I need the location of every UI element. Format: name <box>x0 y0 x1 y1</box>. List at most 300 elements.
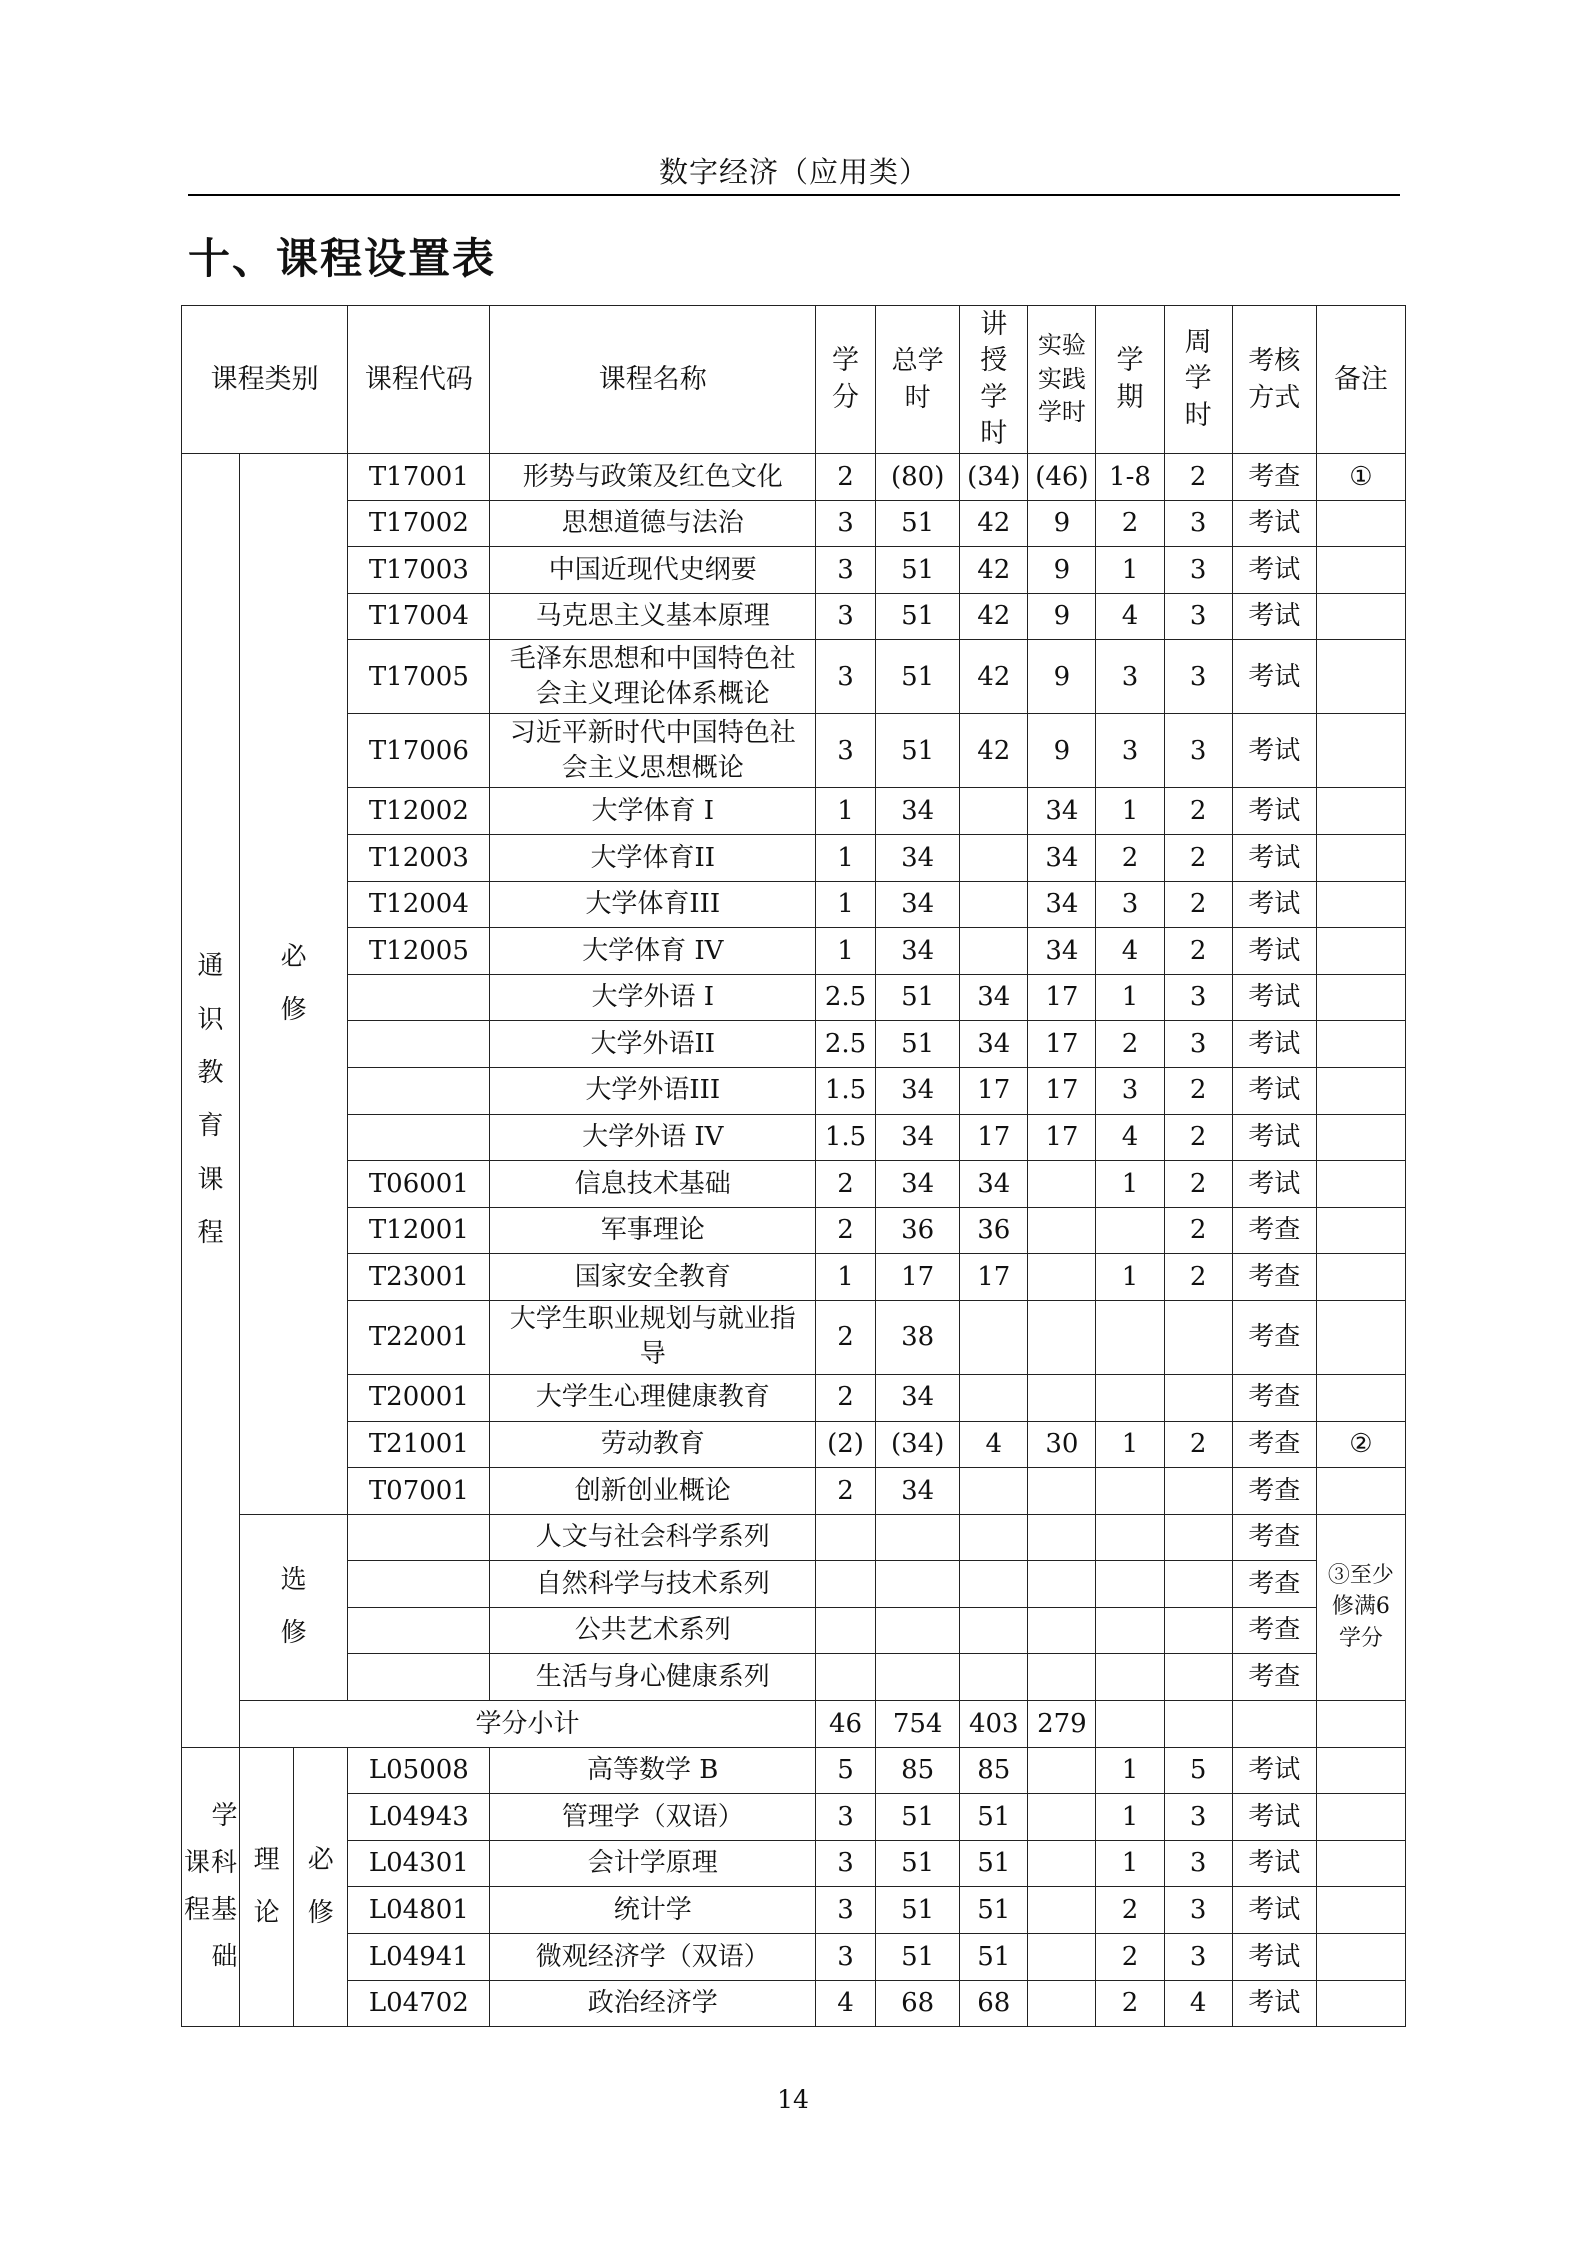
weekly-hours-cell: 2 <box>1164 1161 1232 1208</box>
credits-cell: 3 <box>816 547 876 594</box>
table-row <box>182 1887 1406 1934</box>
total-hours-cell: 34 <box>876 881 960 928</box>
lecture-hours-cell: 34 <box>960 974 1028 1021</box>
credits-cell: 2 <box>816 1300 876 1374</box>
practice-hours-cell <box>1028 1254 1096 1301</box>
credits-cell: (2) <box>816 1421 876 1468</box>
theory-label-text: 理论 <box>253 1844 280 1928</box>
course-name-cell: 形势与政策及红色文化 <box>490 454 816 501</box>
course-name-cell <box>490 714 816 788</box>
assessment-cell: 考查 <box>1232 1607 1316 1654</box>
credits-cell: 1 <box>816 1254 876 1301</box>
semester-cell: 1 <box>1096 1254 1164 1301</box>
weekly-hours-cell: 2 <box>1164 881 1232 928</box>
course-code-cell: T17004 <box>348 593 490 640</box>
header-name: 课程名称 <box>490 306 816 454</box>
category-char: 科 <box>211 1848 238 1879</box>
assessment-cell: 考试 <box>1232 714 1316 788</box>
semester-cell: 4 <box>1096 1114 1164 1161</box>
weekly-hours-cell: 2 <box>1164 1207 1232 1254</box>
header-code: 课程代码 <box>348 306 490 454</box>
credits-cell: 5 <box>816 1747 876 1794</box>
remark-cell <box>1316 834 1405 881</box>
header-category: 课程类别 <box>182 306 348 454</box>
practice-hours-cell: 30 <box>1028 1421 1096 1468</box>
course-name-cell: 大学生心理健康教育 <box>490 1374 816 1421</box>
table-row <box>182 1254 1406 1301</box>
assessment-cell: 考试 <box>1232 881 1316 928</box>
total-hours-cell: 51 <box>876 1934 960 1981</box>
practice-hours-cell: 34 <box>1028 788 1096 835</box>
course-name-cell: 会计学原理 <box>490 1840 816 1887</box>
practice-hours-cell <box>1028 1300 1096 1374</box>
subtotal-row <box>182 1701 1406 1748</box>
practice-hours-cell: 9 <box>1028 593 1096 640</box>
total-hours-cell: 51 <box>876 500 960 547</box>
course-name-text: 大学生职业规划与就业指导 <box>509 1304 796 1370</box>
credits-cell: 3 <box>816 593 876 640</box>
lecture-hours-cell <box>960 1468 1028 1515</box>
lecture-hours-cell <box>960 881 1028 928</box>
empty-cell <box>1164 1514 1232 1561</box>
category-char: 基 <box>211 1894 238 1925</box>
category-general <box>182 454 240 1748</box>
course-name-cell: 大学体育 I <box>490 788 816 835</box>
table-row <box>182 454 1406 501</box>
empty-cell <box>1232 1701 1316 1748</box>
course-code-cell <box>348 1514 490 1561</box>
practice-hours-cell <box>1028 1794 1096 1841</box>
course-code-cell: T17001 <box>348 454 490 501</box>
lecture-hours-cell: 42 <box>960 640 1028 714</box>
section-title: 十、课程设置表 <box>188 234 497 283</box>
course-code-cell: L04702 <box>348 1980 490 2027</box>
credits-cell: 1 <box>816 788 876 835</box>
total-hours-cell: (80) <box>876 454 960 501</box>
assessment-cell: 考试 <box>1232 974 1316 1021</box>
semester-cell: 2 <box>1096 1887 1164 1934</box>
semester-cell: 1-8 <box>1096 454 1164 501</box>
assessment-cell: 考查 <box>1232 454 1316 501</box>
discipline-required-text: 必修 <box>307 1844 334 1928</box>
remark-cell <box>1316 1747 1405 1794</box>
header-assessment: 考核方式 <box>1232 306 1316 454</box>
empty-cell <box>816 1654 876 1701</box>
table-row <box>182 1421 1406 1468</box>
total-hours-cell: 68 <box>876 1980 960 2027</box>
table-row <box>182 1114 1406 1161</box>
empty-cell <box>1164 1654 1232 1701</box>
empty-cell <box>1316 1701 1405 1748</box>
semester-cell: 2 <box>1096 1021 1164 1068</box>
header-semester: 学期 <box>1096 306 1164 454</box>
course-name-cell: 大学体育 IV <box>490 928 816 975</box>
credits-cell: 3 <box>816 1887 876 1934</box>
course-name-text: 毛泽东思想和中国特色社会主义理论体系概论 <box>509 643 796 709</box>
header-lecture-hours: 讲授学时 <box>960 306 1028 454</box>
elective-remark-text: ③至少修满6学分 <box>1327 1562 1394 1652</box>
remark-cell <box>1316 1021 1405 1068</box>
course-name-cell: 高等数学 B <box>490 1747 816 1794</box>
lecture-hours-cell: 42 <box>960 547 1028 594</box>
assessment-cell: 考试 <box>1232 593 1316 640</box>
practice-hours-cell: 17 <box>1028 1114 1096 1161</box>
category-discipline-label <box>184 1793 238 1980</box>
remark-cell <box>1316 1374 1405 1421</box>
table-row <box>182 500 1406 547</box>
category-general-label: 通识教育课程 <box>197 951 224 1248</box>
running-header: 数字经济（应用类） <box>658 155 929 189</box>
table-row <box>182 974 1406 1021</box>
remark-cell: ② <box>1316 1421 1405 1468</box>
subtotal-practice-hours: 279 <box>1028 1701 1096 1748</box>
table-row <box>182 1468 1406 1515</box>
credits-cell: 3 <box>816 714 876 788</box>
practice-hours-cell <box>1028 1207 1096 1254</box>
weekly-hours-cell: 3 <box>1164 714 1232 788</box>
course-code-cell: T22001 <box>348 1300 490 1374</box>
lecture-hours-cell: 51 <box>960 1794 1028 1841</box>
practice-hours-cell <box>1028 1374 1096 1421</box>
semester-cell: 1 <box>1096 1161 1164 1208</box>
course-code-cell <box>348 1654 490 1701</box>
course-code-cell: T12001 <box>348 1207 490 1254</box>
course-name-cell: 军事理论 <box>490 1207 816 1254</box>
page-number: 14 <box>777 2085 809 2114</box>
course-name-cell: 中国近现代史纲要 <box>490 547 816 594</box>
semester-cell: 4 <box>1096 593 1164 640</box>
lecture-hours-cell: (34) <box>960 454 1028 501</box>
course-code-cell: L04941 <box>348 1934 490 1981</box>
practice-hours-cell: 9 <box>1028 547 1096 594</box>
lecture-hours-cell: 51 <box>960 1934 1028 1981</box>
semester-cell: 2 <box>1096 500 1164 547</box>
credits-cell: 2 <box>816 1161 876 1208</box>
course-name-cell: 思想道德与法治 <box>490 500 816 547</box>
lecture-hours-cell: 85 <box>960 1747 1028 1794</box>
header-total-hours: 总学时 <box>876 306 960 454</box>
category-char: 学 <box>211 1801 238 1832</box>
course-code-cell: T17002 <box>348 500 490 547</box>
remark-cell <box>1316 1254 1405 1301</box>
remark-cell: ① <box>1316 454 1405 501</box>
course-name-cell: 大学外语 IV <box>490 1114 816 1161</box>
course-code-cell: L04301 <box>348 1840 490 1887</box>
semester-cell: 3 <box>1096 714 1164 788</box>
total-hours-cell: 34 <box>876 928 960 975</box>
assessment-cell: 考查 <box>1232 1654 1316 1701</box>
semester-cell: 2 <box>1096 1980 1164 2027</box>
subtotal-total-hours: 754 <box>876 1701 960 1748</box>
discipline-required-label <box>294 1747 348 2027</box>
weekly-hours-cell: 2 <box>1164 454 1232 501</box>
empty-cell <box>1028 1654 1096 1701</box>
practice-hours-cell <box>1028 1887 1096 1934</box>
remark-cell <box>1316 1067 1405 1114</box>
practice-hours-cell: 34 <box>1028 881 1096 928</box>
empty-cell <box>816 1561 876 1608</box>
table-row <box>182 714 1406 788</box>
category-char: 础 <box>211 1941 238 1972</box>
course-code-cell: T17003 <box>348 547 490 594</box>
semester-cell <box>1096 1468 1164 1515</box>
total-hours-cell: 34 <box>876 1067 960 1114</box>
table-row <box>182 1207 1406 1254</box>
course-code-cell <box>348 974 490 1021</box>
semester-cell: 1 <box>1096 1747 1164 1794</box>
total-hours-cell: 38 <box>876 1300 960 1374</box>
semester-cell <box>1096 1207 1164 1254</box>
assessment-cell: 考查 <box>1232 1421 1316 1468</box>
course-code-cell: T12003 <box>348 834 490 881</box>
table-row <box>182 1021 1406 1068</box>
practice-hours-cell: (46) <box>1028 454 1096 501</box>
assessment-cell: 考试 <box>1232 834 1316 881</box>
course-code-cell <box>348 1561 490 1608</box>
practice-hours-cell: 9 <box>1028 714 1096 788</box>
weekly-hours-cell: 3 <box>1164 1840 1232 1887</box>
assessment-cell: 考试 <box>1232 1114 1316 1161</box>
table-row <box>182 547 1406 594</box>
empty-cell <box>876 1607 960 1654</box>
elective-label-text: 选修 <box>280 1565 307 1649</box>
practice-hours-cell: 9 <box>1028 640 1096 714</box>
course-code-cell: T07001 <box>348 1468 490 1515</box>
semester-cell: 2 <box>1096 1934 1164 1981</box>
practice-hours-cell <box>1028 1934 1096 1981</box>
total-hours-cell: 51 <box>876 974 960 1021</box>
total-hours-cell: 36 <box>876 1207 960 1254</box>
empty-cell <box>960 1607 1028 1654</box>
total-hours-cell: 34 <box>876 1114 960 1161</box>
empty-cell <box>1164 1607 1232 1654</box>
empty-cell <box>1096 1514 1164 1561</box>
remark-cell <box>1316 1207 1405 1254</box>
weekly-hours-cell: 3 <box>1164 1934 1232 1981</box>
semester-cell: 1 <box>1096 1840 1164 1887</box>
course-name-cell: 大学体育III <box>490 881 816 928</box>
table-header-row <box>182 306 1406 454</box>
credits-cell: 2.5 <box>816 1021 876 1068</box>
remark-cell <box>1316 547 1405 594</box>
subtotal-credits: 46 <box>816 1701 876 1748</box>
table-row <box>182 1607 1406 1654</box>
semester-cell: 2 <box>1096 834 1164 881</box>
credits-cell: 2 <box>816 454 876 501</box>
assessment-cell: 考查 <box>1232 1207 1316 1254</box>
elective-remark <box>1316 1514 1405 1700</box>
total-hours-cell: 51 <box>876 1021 960 1068</box>
practice-hours-cell <box>1028 1840 1096 1887</box>
course-code-cell: L05008 <box>348 1747 490 1794</box>
table-row <box>182 640 1406 714</box>
lecture-hours-cell: 17 <box>960 1254 1028 1301</box>
course-code-cell <box>348 1114 490 1161</box>
course-code-cell: T06001 <box>348 1161 490 1208</box>
credits-cell: 1.5 <box>816 1067 876 1114</box>
course-name-cell <box>490 1300 816 1374</box>
table-row <box>182 834 1406 881</box>
table-row <box>182 881 1406 928</box>
total-hours-cell: 51 <box>876 1840 960 1887</box>
course-code-cell: T21001 <box>348 1421 490 1468</box>
credits-cell: 3 <box>816 1794 876 1841</box>
empty-cell <box>876 1561 960 1608</box>
lecture-hours-cell: 42 <box>960 500 1028 547</box>
course-code-cell <box>348 1067 490 1114</box>
assessment-cell: 考试 <box>1232 640 1316 714</box>
subtotal-label: 学分小计 <box>240 1701 816 1748</box>
lecture-hours-cell: 42 <box>960 593 1028 640</box>
assessment-cell: 考试 <box>1232 1887 1316 1934</box>
remark-cell <box>1316 500 1405 547</box>
credits-cell: 2 <box>816 1468 876 1515</box>
course-name-cell: 大学外语II <box>490 1021 816 1068</box>
total-hours-cell: 34 <box>876 1374 960 1421</box>
lecture-hours-cell: 51 <box>960 1840 1028 1887</box>
weekly-hours-cell: 5 <box>1164 1747 1232 1794</box>
credits-cell: 3 <box>816 500 876 547</box>
total-hours-cell: 34 <box>876 1161 960 1208</box>
course-code-cell: T20001 <box>348 1374 490 1421</box>
empty-cell <box>1028 1514 1096 1561</box>
course-name-cell: 大学体育II <box>490 834 816 881</box>
remark-cell <box>1316 974 1405 1021</box>
practice-hours-cell: 9 <box>1028 500 1096 547</box>
credits-cell: 2.5 <box>816 974 876 1021</box>
remark-cell <box>1316 928 1405 975</box>
practice-hours-cell <box>1028 1161 1096 1208</box>
course-code-cell: T12005 <box>348 928 490 975</box>
credits-cell: 3 <box>816 640 876 714</box>
assessment-cell: 考试 <box>1232 1747 1316 1794</box>
lecture-hours-cell <box>960 788 1028 835</box>
assessment-cell: 考试 <box>1232 547 1316 594</box>
course-name-cell: 生活与身心健康系列 <box>490 1654 816 1701</box>
remark-cell <box>1316 1887 1405 1934</box>
weekly-hours-cell: 2 <box>1164 1114 1232 1161</box>
total-hours-cell: (34) <box>876 1421 960 1468</box>
remark-cell <box>1316 1300 1405 1374</box>
course-name-cell: 创新创业概论 <box>490 1468 816 1515</box>
weekly-hours-cell: 3 <box>1164 593 1232 640</box>
practice-hours-cell: 17 <box>1028 1021 1096 1068</box>
weekly-hours-cell: 3 <box>1164 1794 1232 1841</box>
lecture-hours-cell: 68 <box>960 1980 1028 2027</box>
table-row <box>182 1934 1406 1981</box>
course-name-cell: 大学外语III <box>490 1067 816 1114</box>
empty-cell <box>876 1514 960 1561</box>
empty-cell <box>816 1607 876 1654</box>
assessment-cell: 考查 <box>1232 1514 1316 1561</box>
empty-cell <box>960 1514 1028 1561</box>
assessment-cell: 考查 <box>1232 1468 1316 1515</box>
lecture-hours-cell: 36 <box>960 1207 1028 1254</box>
subtotal-lecture-hours: 403 <box>960 1701 1028 1748</box>
total-hours-cell: 34 <box>876 1468 960 1515</box>
remark-cell <box>1316 1468 1405 1515</box>
theory-label <box>240 1747 294 2027</box>
lecture-hours-cell: 34 <box>960 1021 1028 1068</box>
table-row <box>182 1300 1406 1374</box>
empty-cell <box>960 1654 1028 1701</box>
course-table <box>181 305 1406 2027</box>
assessment-cell: 考试 <box>1232 1934 1316 1981</box>
table-row <box>182 1654 1406 1701</box>
table-row <box>182 928 1406 975</box>
table-row <box>182 1840 1406 1887</box>
header-credits: 学分 <box>816 306 876 454</box>
assessment-cell: 考试 <box>1232 500 1316 547</box>
table-row <box>182 1980 1406 2027</box>
weekly-hours-cell: 3 <box>1164 640 1232 714</box>
semester-cell: 1 <box>1096 1794 1164 1841</box>
empty-cell <box>1164 1561 1232 1608</box>
remark-cell <box>1316 640 1405 714</box>
semester-cell: 3 <box>1096 1067 1164 1114</box>
assessment-cell: 考试 <box>1232 788 1316 835</box>
assessment-cell: 考查 <box>1232 1374 1316 1421</box>
header-practice-hours: 实验实践学时 <box>1028 306 1096 454</box>
remark-cell <box>1316 1934 1405 1981</box>
assessment-cell: 考试 <box>1232 928 1316 975</box>
total-hours-cell: 51 <box>876 1887 960 1934</box>
empty-cell <box>1028 1607 1096 1654</box>
header-remarks: 备注 <box>1316 306 1405 454</box>
total-hours-cell: 85 <box>876 1747 960 1794</box>
remark-cell <box>1316 1794 1405 1841</box>
credits-cell: 1.5 <box>816 1114 876 1161</box>
category-char: 课 <box>184 1848 211 1879</box>
course-name-cell: 马克思主义基本原理 <box>490 593 816 640</box>
header-rule <box>188 194 1400 196</box>
remark-cell <box>1316 1161 1405 1208</box>
total-hours-cell: 34 <box>876 834 960 881</box>
course-name-cell: 自然科学与技术系列 <box>490 1561 816 1608</box>
credits-cell: 1 <box>816 928 876 975</box>
total-hours-cell: 51 <box>876 640 960 714</box>
course-name-cell: 公共艺术系列 <box>490 1607 816 1654</box>
course-code-cell: L04943 <box>348 1794 490 1841</box>
empty-cell <box>816 1514 876 1561</box>
course-name-text: 习近平新时代中国特色社会主义思想概论 <box>509 717 796 783</box>
course-name-cell: 国家安全教育 <box>490 1254 816 1301</box>
credits-cell: 2 <box>816 1374 876 1421</box>
category-discipline <box>182 1747 240 2027</box>
practice-hours-cell: 34 <box>1028 834 1096 881</box>
weekly-hours-cell: 2 <box>1164 928 1232 975</box>
course-name-cell: 信息技术基础 <box>490 1161 816 1208</box>
practice-hours-cell: 34 <box>1028 928 1096 975</box>
credits-cell: 3 <box>816 1840 876 1887</box>
credits-cell: 1 <box>816 834 876 881</box>
total-hours-cell: 51 <box>876 714 960 788</box>
credits-cell: 3 <box>816 1934 876 1981</box>
remark-cell <box>1316 881 1405 928</box>
course-name-cell: 政治经济学 <box>490 1980 816 2027</box>
course-code-cell: T17006 <box>348 714 490 788</box>
semester-cell: 3 <box>1096 881 1164 928</box>
assessment-cell: 考试 <box>1232 1161 1316 1208</box>
remark-cell <box>1316 1840 1405 1887</box>
lecture-hours-cell: 34 <box>960 1161 1028 1208</box>
elective-label <box>240 1514 348 1700</box>
lecture-hours-cell: 4 <box>960 1421 1028 1468</box>
assessment-cell: 考查 <box>1232 1254 1316 1301</box>
lecture-hours-cell: 17 <box>960 1067 1028 1114</box>
course-name-cell <box>490 640 816 714</box>
course-code-cell: T12004 <box>348 881 490 928</box>
